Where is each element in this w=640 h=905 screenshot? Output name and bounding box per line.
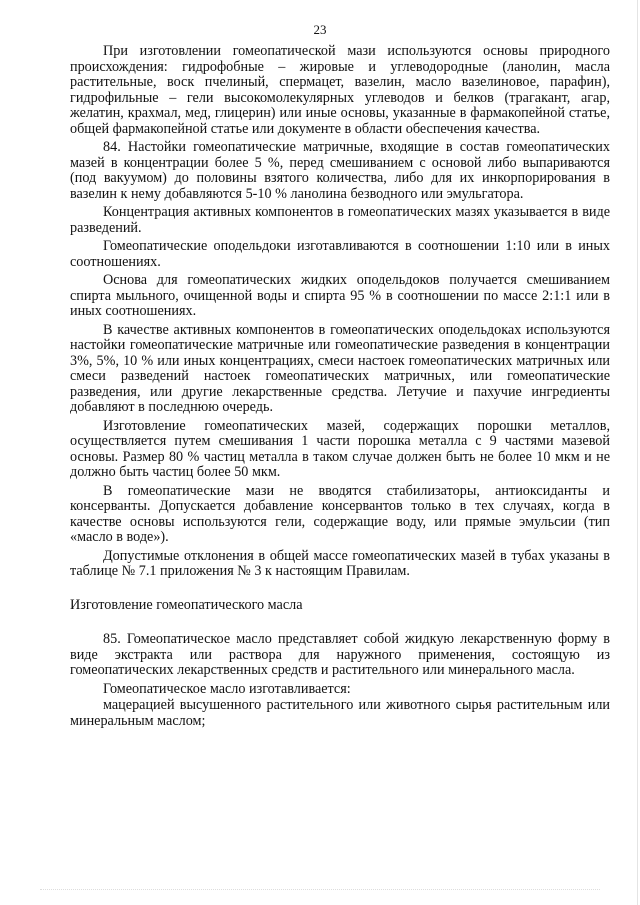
page-number: 23 (313, 22, 327, 37)
paragraph-concentration: Концентрация активных компонентов в гомеопатических мазях указывается в виде разведений. (70, 204, 610, 236)
paragraph-opodeldoc-base: Основа для гомеопатических жидких оподельдоков получается смешиванием спирта мыльного, очищенной воды и спирта 95 % в соотношении по массе 2:1:1 или в иных соотношениях. (70, 272, 610, 319)
paragraph-85-oil-definition: 85. Гомеопатическое масло представляет собой жидкую лекарственную форму в виде экстракта или раствора для наружного применения, состоящую из гомеопатических лекарственных средств и растительного или минерального масла. (70, 631, 610, 678)
scan-edge (637, 0, 638, 905)
paragraph-maceration: мацерацией высушенного растительного или животного сырья растительным или минеральным маслом; (70, 697, 610, 729)
paragraph-active-components: В качестве активных компонентов в гомеопатических оподельдоках используются настойки гомеопатические матричные или гомеопатические разведения в концентрации 3%, 5%, 10 % или иных концентрациях, смеси настоек гомеопатических матричных или смеси разведений настоек гомеопатических матричных, или гомеопатические разведения, или другие лекарственные средства. Летучие и пахучие ингредиенты добавляют в последнюю очередь. (70, 321, 610, 415)
paragraph-metal-powders: Изготовление гомеопатических мазей, содержащих порошки металлов, осуществляется путем смешивания 1 части порошка металла с 9 частями мазевой основы. Размер 80 % частиц металла в таком случае должен быть не более 10 мкм и не должно быть частиц более 50 мкм. (70, 417, 610, 480)
scan-artifact-line (40, 887, 600, 890)
document-body (70, 44, 610, 732)
paragraph-oil-made-by: Гомеопатическое масло изготавливается: (103, 680, 351, 697)
paragraph-stabilizers: В гомеопатические мази не вводятся стабилизаторы, антиоксиданты и консерванты. Допускается добавление консервантов только в тех случаях, когда в качестве основы используются гели, содержащие воду, или прямые эмульсии (тип «масло в воде»). (70, 482, 610, 545)
paragraph-mass-deviations: Допустимые отклонения в общей массе гомеопатических мазей в тубах указаны в таблице № 7.1 приложения № 3 к настоящим Правилам. (70, 547, 610, 579)
paragraph-84-tinctures: 84. Настойки гомеопатические матричные, входящие в состав гомеопатических мазей в концентрации более 5 %, перед смешиванием с основой либо выпариваются (под вакуумом) до половины взятого количества, либо для их инкорпорирования в вазелин к нему добавляются 5-10 % ланолина безводного или эмульгатора. (70, 139, 610, 202)
paragraph-ointment-bases: При изготовлении гомеопатической мази используются основы природного происхождения: гидрофобные – жировые и углеводородные (ланолин, масла растительные, воск пчелиный, спермацет, вазелин, масло вазелиновое, парафин), гидрофильные – гели высокомолекулярных углеводов и белков (трагакант, агар, желатин, крахмал, мед, глицерин) или иные основы, указанные в фармакопейной статье, общей фармакопейной статье или документе в области обеспечения качества. (70, 43, 610, 137)
section-heading: Изготовление гомеопатического масла (70, 596, 303, 613)
paragraph-opodeldoc-ratio: Гомеопатические оподельдоки изготавливаются в соотношении 1:10 или в иных соотношениях. (70, 238, 610, 270)
